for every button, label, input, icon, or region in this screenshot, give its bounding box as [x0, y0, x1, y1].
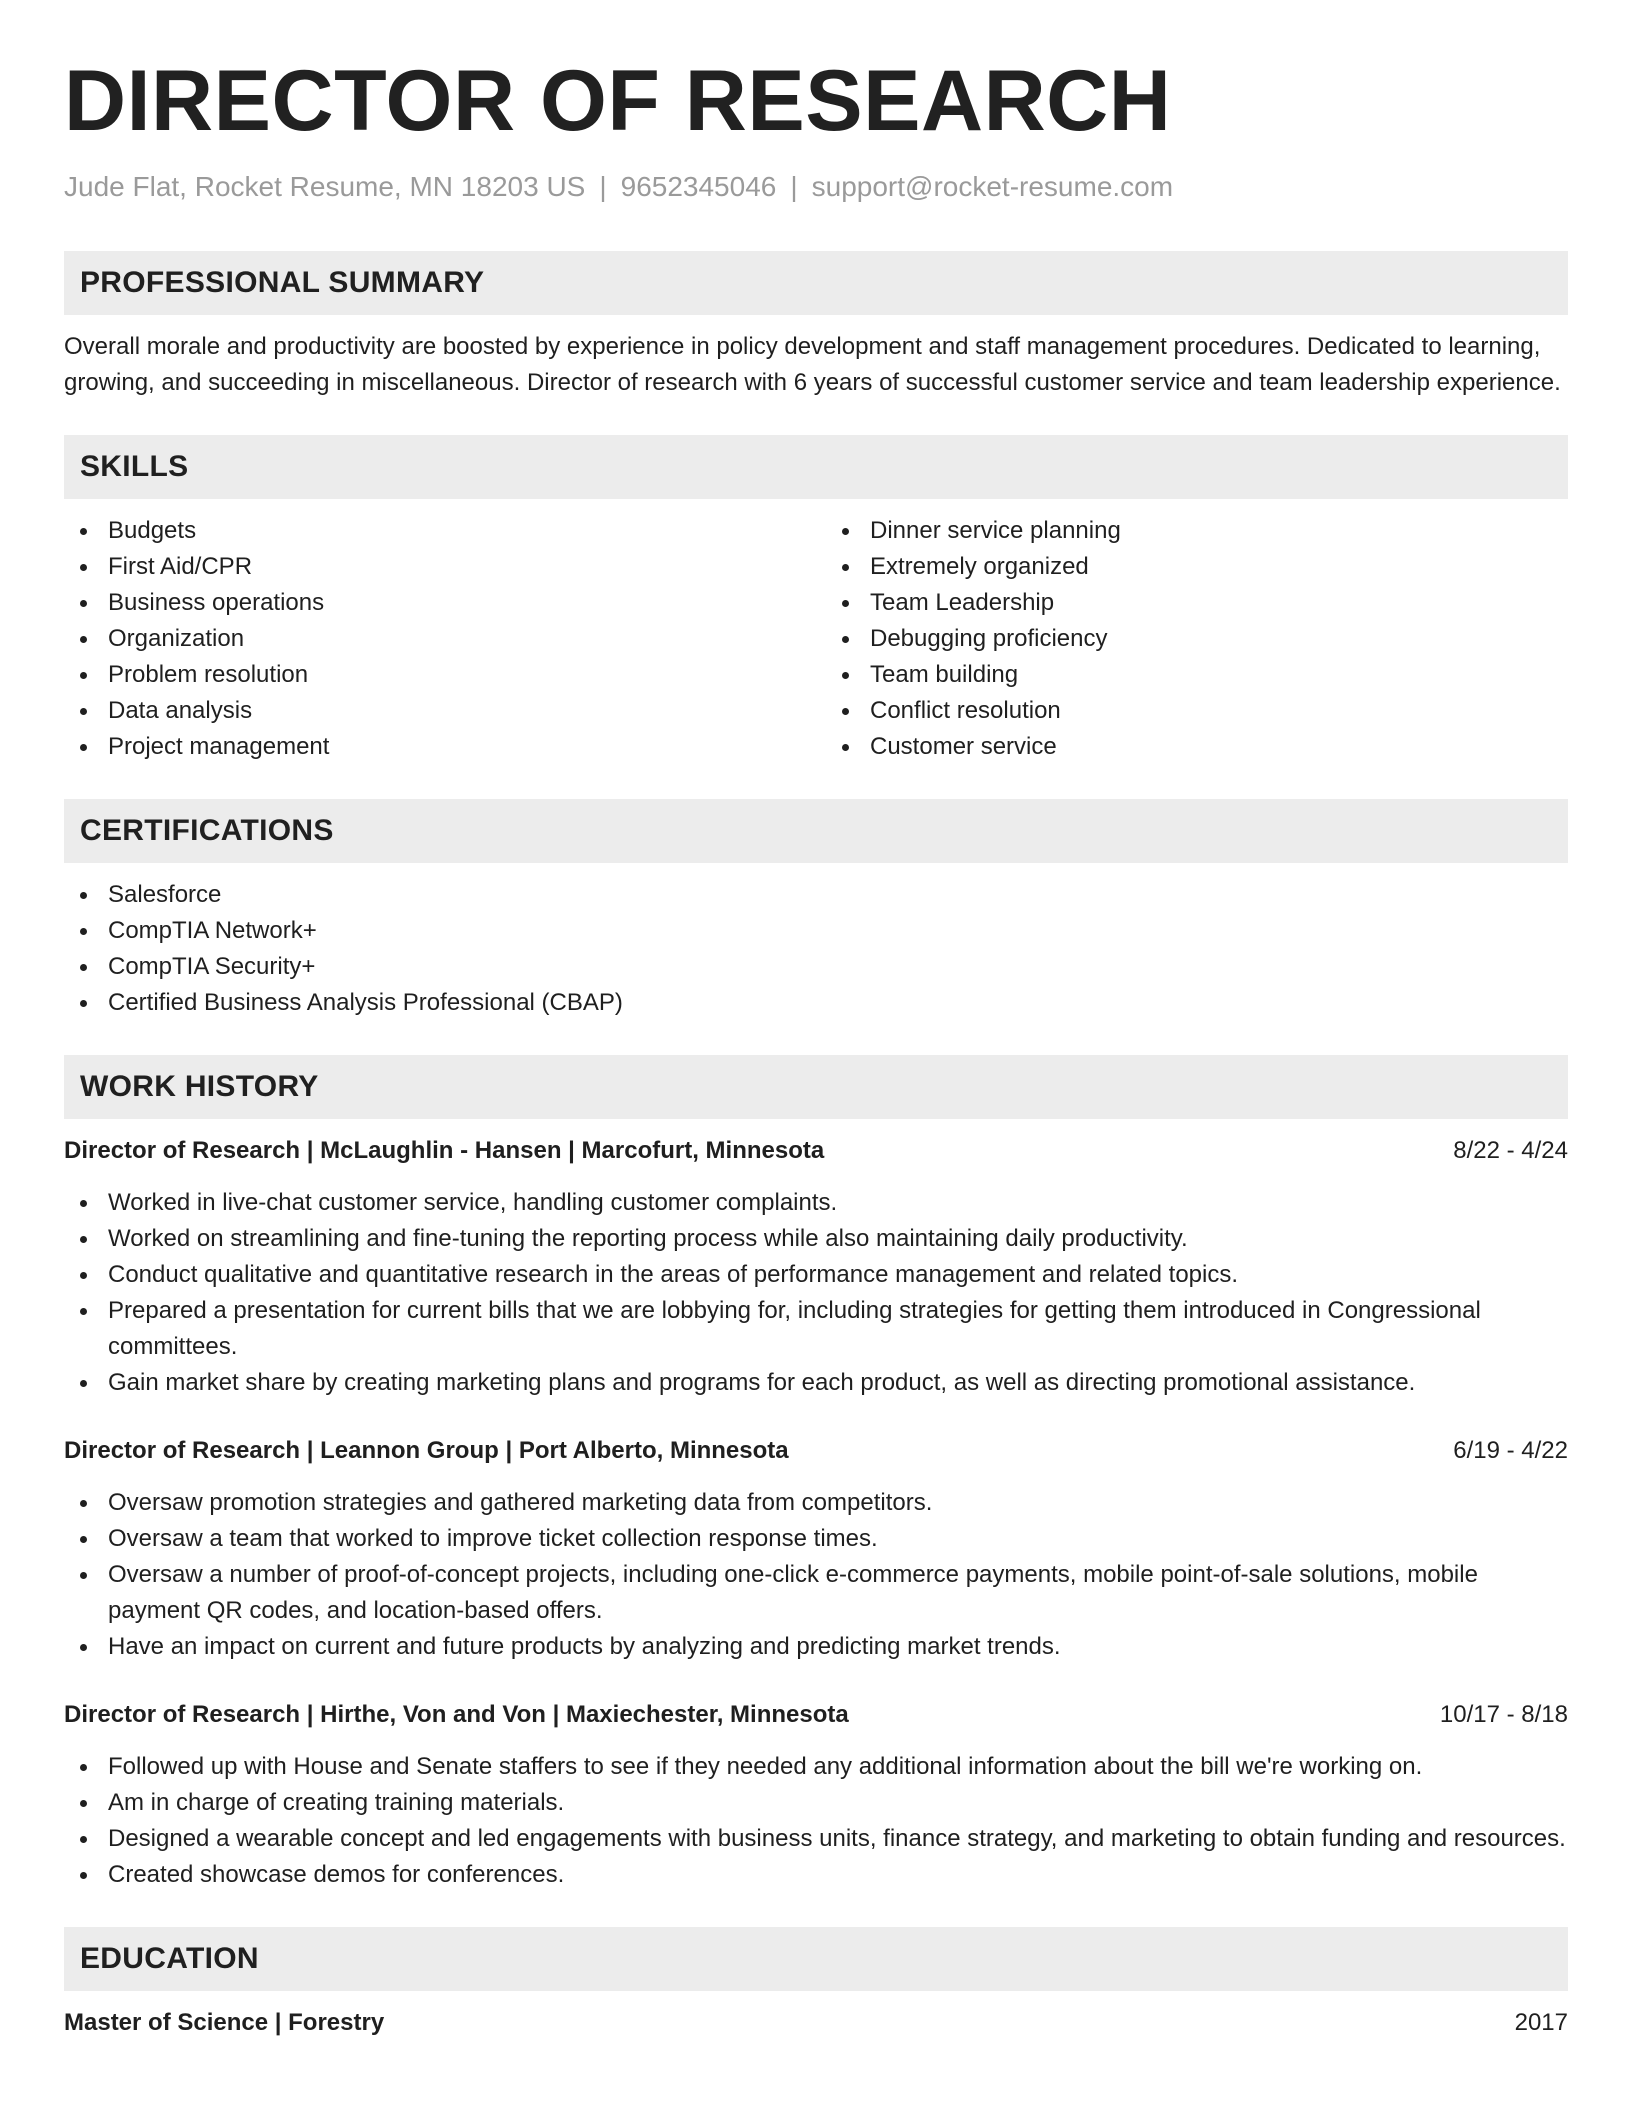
job-entry	[64, 1133, 1568, 1401]
education-dates: 2017	[1514, 2008, 1568, 2036]
job-entry	[64, 1697, 1568, 1893]
certification-item: CompTIA Security+	[64, 949, 1568, 985]
education-header	[64, 2005, 1568, 2041]
skill-item: Budgets	[64, 513, 806, 549]
contact-phone: 9652345046	[620, 171, 777, 202]
job-header	[64, 1133, 1568, 1169]
certification-item: Salesforce	[64, 877, 1568, 913]
skill-item: Problem resolution	[64, 657, 806, 693]
education-heading: EDUCATION	[64, 1927, 1568, 1991]
job-bullet: Followed up with House and Senate staffers to see if they needed any additional information about the bill we're working on.	[64, 1749, 1568, 1785]
skill-item: Project management	[64, 729, 806, 765]
skill-item: Data analysis	[64, 693, 806, 729]
job-bullet: Oversaw promotion strategies and gathered marketing data from competitors.	[64, 1485, 1568, 1521]
skills-grid	[64, 513, 1568, 765]
certification-item: Certified Business Analysis Professional (CBAP)	[64, 985, 1568, 1021]
skill-item: Extremely organized	[826, 549, 1568, 585]
summary-heading: PROFESSIONAL SUMMARY	[64, 251, 1568, 315]
job-bullet: Designed a wearable concept and led engagements with business units, finance strategy, and marketing to obtain funding and resources.	[64, 1821, 1568, 1857]
skills-list-left	[64, 513, 806, 765]
job-entry	[64, 1433, 1568, 1665]
skills-heading: SKILLS	[64, 435, 1568, 499]
contact-separator: |	[790, 171, 798, 202]
job-bullet: Conduct qualitative and quantitative research in the areas of performance management and related topics.	[64, 1257, 1568, 1293]
job-bullet: Am in charge of creating training materials.	[64, 1785, 1568, 1821]
job-bullet: Prepared a presentation for current bills that we are lobbying for, including strategies for getting them introduced in Congressional committees.	[64, 1293, 1568, 1365]
skill-item: First Aid/CPR	[64, 549, 806, 585]
job-bullet: Worked on streamlining and fine-tuning the reporting process while also maintaining daily productivity.	[64, 1221, 1568, 1257]
education-title: Master of Science | Forestry	[64, 2008, 385, 2036]
job-bullet: Oversaw a number of proof-of-concept projects, including one-click e-commerce payments, mobile point-of-sale solutions, mobile payment QR codes, and location-based offers.	[64, 1557, 1568, 1629]
job-header	[64, 1433, 1568, 1469]
contact-separator: |	[599, 171, 607, 202]
skill-item: Business operations	[64, 585, 806, 621]
job-title: Director of Research | Leannon Group | Port Alberto, Minnesota	[64, 1436, 789, 1464]
contact-email: support@rocket-resume.com	[811, 171, 1174, 202]
skill-item: Customer service	[826, 729, 1568, 765]
job-bullet: Created showcase demos for conferences.	[64, 1857, 1568, 1893]
education-entry	[64, 2005, 1568, 2041]
job-header	[64, 1697, 1568, 1733]
job-title: Director of Research | McLaughlin - Hansen | Marcofurt, Minnesota	[64, 1136, 825, 1164]
contact-line	[64, 170, 1568, 204]
skills-list-right	[826, 513, 1568, 765]
skill-item: Organization	[64, 621, 806, 657]
resume-page	[64, 0, 1568, 2041]
job-bullet: Oversaw a team that worked to improve ticket collection response times.	[64, 1521, 1568, 1557]
job-bullets	[64, 1485, 1568, 1665]
certification-item: CompTIA Network+	[64, 913, 1568, 949]
skill-item: Conflict resolution	[826, 693, 1568, 729]
skill-item: Team Leadership	[826, 585, 1568, 621]
skill-item: Dinner service planning	[826, 513, 1568, 549]
summary-text: Overall morale and productivity are boosted by experience in policy development and staff management procedures. Dedicated to learning, growing, and succeeding in miscellaneous. Director of research with 6 years of successful customer service and team leadership experience.	[64, 332, 1561, 396]
contact-address: Jude Flat, Rocket Resume, MN 18203 US	[64, 171, 586, 202]
skill-item: Debugging proficiency	[826, 621, 1568, 657]
work-history-heading: WORK HISTORY	[64, 1055, 1568, 1119]
job-bullet: Gain market share by creating marketing plans and programs for each product, as well as directing promotional assistance.	[64, 1365, 1568, 1401]
job-title: Director of Research | Hirthe, Von and Von | Maxiechester, Minnesota	[64, 1700, 849, 1728]
job-bullets	[64, 1749, 1568, 1893]
job-bullet: Worked in live-chat customer service, handling customer complaints.	[64, 1185, 1568, 1221]
skill-item: Team building	[826, 657, 1568, 693]
resume-title: DIRECTOR OF RESEARCH	[64, 53, 1172, 149]
certifications-heading: CERTIFICATIONS	[64, 799, 1568, 863]
job-dates: 8/22 - 4/24	[1453, 1136, 1568, 1164]
job-dates: 10/17 - 8/18	[1439, 1700, 1568, 1728]
certifications-list	[64, 877, 1568, 1021]
job-bullets	[64, 1185, 1568, 1401]
job-bullet: Have an impact on current and future products by analyzing and predicting market trends.	[64, 1629, 1568, 1665]
job-dates: 6/19 - 4/22	[1453, 1436, 1568, 1464]
